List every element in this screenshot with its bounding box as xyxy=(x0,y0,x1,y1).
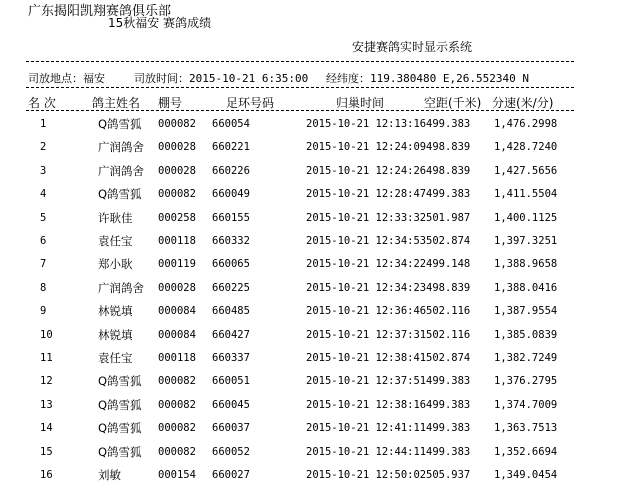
cell-speed: 1,427.5656 xyxy=(494,164,558,177)
cell-distance: 499.383 xyxy=(426,188,471,201)
cell-rank: 13 xyxy=(40,398,53,411)
cell-rank: 11 xyxy=(40,352,53,364)
col-header-speed: 分速(米/分) xyxy=(492,96,554,110)
cell-ring: 660054 xyxy=(212,118,250,130)
coord-value: 119.380480 E,26.552340 N xyxy=(370,72,529,85)
cell-ring: 660051 xyxy=(212,375,250,388)
cell-arrival: 2015-10-21 12:41:11 xyxy=(306,422,427,435)
cell-ring: 660065 xyxy=(212,258,250,271)
cell-ring: 660427 xyxy=(212,328,250,341)
release-time xyxy=(134,70,308,86)
cell-ring: 660027 xyxy=(212,469,250,481)
cell-owner: Q鸽雪狐 xyxy=(98,421,142,436)
cell-loft: 000082 xyxy=(158,375,196,388)
col-header-loft: 棚号 xyxy=(158,96,183,110)
cell-rank: 5 xyxy=(40,211,47,224)
cell-owner: Q鸽雪狐 xyxy=(98,444,142,459)
location-label: 司放地点： xyxy=(28,72,83,85)
cell-loft: 000119 xyxy=(158,258,196,271)
cell-distance: 501.987 xyxy=(426,211,471,224)
cell-distance: 499.383 xyxy=(426,422,471,435)
table-row xyxy=(0,278,640,302)
cell-rank: 16 xyxy=(40,469,53,481)
cell-arrival: 2015-10-21 12:50:02 xyxy=(306,469,427,481)
cell-arrival: 2015-10-21 12:13:16 xyxy=(306,118,427,130)
cell-ring: 660045 xyxy=(212,398,250,411)
cell-owner: 广润鸽舍 xyxy=(98,140,144,155)
cell-arrival: 2015-10-21 12:28:47 xyxy=(306,188,427,201)
release-location xyxy=(28,70,105,86)
cell-ring: 660485 xyxy=(212,305,250,318)
cell-loft: 000084 xyxy=(158,328,196,341)
cell-rank: 12 xyxy=(40,375,53,388)
cell-loft: 000028 xyxy=(158,141,196,154)
cell-speed: 1,397.3251 xyxy=(494,235,558,247)
cell-distance: 498.839 xyxy=(426,164,471,177)
coord-label: 经纬度： xyxy=(326,72,370,85)
cell-owner: 袁任宝 xyxy=(98,351,133,365)
cell-arrival: 2015-10-21 12:36:46 xyxy=(306,305,427,318)
cell-distance: 499.383 xyxy=(426,118,471,130)
cell-rank: 6 xyxy=(40,235,47,247)
cell-speed: 1,388.9658 xyxy=(494,258,558,271)
cell-rank: 2 xyxy=(40,141,47,154)
cell-rank: 8 xyxy=(40,281,47,294)
cell-distance: 502.116 xyxy=(426,305,471,318)
divider-top xyxy=(26,61,574,62)
table-row xyxy=(0,254,640,278)
club-name: 广东揭阳凯翔赛鸽俱乐部 xyxy=(28,4,172,19)
cell-ring: 660052 xyxy=(212,445,250,458)
location-value: 福安 xyxy=(83,72,105,85)
cell-loft: 000028 xyxy=(158,164,196,177)
cell-ring: 660226 xyxy=(212,164,250,177)
cell-owner: Q鸽雪狐 xyxy=(98,397,142,412)
cell-loft: 000082 xyxy=(158,422,196,435)
col-header-rank: 名 次 xyxy=(28,96,56,110)
divider-header xyxy=(26,110,574,111)
cell-distance: 502.874 xyxy=(426,235,471,247)
cell-arrival: 2015-10-21 12:37:31 xyxy=(306,328,427,341)
cell-speed: 1,363.7513 xyxy=(494,422,558,435)
col-header-ring: 足环号码 xyxy=(226,96,275,110)
table-row xyxy=(0,184,640,208)
cell-arrival: 2015-10-21 12:44:11 xyxy=(306,445,427,458)
time-label: 司放时间： xyxy=(134,72,189,85)
cell-speed: 1,411.5504 xyxy=(494,188,558,201)
cell-loft: 000258 xyxy=(158,211,196,224)
cell-arrival: 2015-10-21 12:34:53 xyxy=(306,235,427,247)
cell-rank: 3 xyxy=(40,164,47,177)
divider-info xyxy=(26,87,574,88)
cell-owner: 郑小耿 xyxy=(98,257,133,272)
cell-speed: 1,349.0454 xyxy=(494,469,558,481)
table-row xyxy=(0,348,640,372)
cell-owner: Q鸽雪狐 xyxy=(98,117,142,131)
cell-distance: 502.874 xyxy=(426,352,471,364)
cell-distance: 498.839 xyxy=(426,281,471,294)
cell-loft: 000082 xyxy=(158,118,196,130)
cell-rank: 7 xyxy=(40,258,47,271)
cell-ring: 660332 xyxy=(212,235,250,247)
table-row xyxy=(0,137,640,161)
cell-arrival: 2015-10-21 12:24:09 xyxy=(306,141,427,154)
table-row xyxy=(0,371,640,395)
cell-loft: 000084 xyxy=(158,305,196,318)
table-row xyxy=(0,418,640,442)
table-row xyxy=(0,395,640,419)
cell-ring: 660221 xyxy=(212,141,250,154)
cell-distance: 499.383 xyxy=(426,445,471,458)
cell-loft: 000154 xyxy=(158,469,196,481)
cell-rank: 10 xyxy=(40,328,53,341)
col-header-owner: 鸽主姓名 xyxy=(92,96,141,110)
cell-speed: 1,387.9554 xyxy=(494,305,558,318)
cell-ring: 660225 xyxy=(212,281,250,294)
cell-rank: 9 xyxy=(40,305,47,318)
cell-speed: 1,376.2795 xyxy=(494,375,558,388)
cell-speed: 1,374.7009 xyxy=(494,398,558,411)
cell-owner: 林锐填 xyxy=(98,327,133,342)
table-row xyxy=(0,208,640,232)
cell-speed: 1,352.6694 xyxy=(494,445,558,458)
cell-ring: 660155 xyxy=(212,211,250,224)
cell-arrival: 2015-10-21 12:24:26 xyxy=(306,164,427,177)
cell-distance: 498.839 xyxy=(426,141,471,154)
cell-distance: 502.116 xyxy=(426,328,471,341)
cell-loft: 000118 xyxy=(158,235,196,247)
cell-speed: 1,428.7240 xyxy=(494,141,558,154)
cell-arrival: 2015-10-21 12:34:23 xyxy=(306,281,427,294)
cell-ring: 660049 xyxy=(212,188,250,201)
cell-owner: 广润鸽舍 xyxy=(98,163,144,178)
cell-speed: 1,382.7249 xyxy=(494,352,558,364)
cell-ring: 660037 xyxy=(212,422,250,435)
cell-loft: 000082 xyxy=(158,398,196,411)
table-row xyxy=(0,114,640,138)
race-title: 15秋福安 赛鸽成绩 xyxy=(108,16,212,30)
cell-rank: 15 xyxy=(40,445,53,458)
cell-rank: 14 xyxy=(40,422,53,435)
cell-distance: 499.383 xyxy=(426,375,471,388)
cell-distance: 499.148 xyxy=(426,258,471,271)
cell-speed: 1,400.1125 xyxy=(494,211,558,224)
cell-speed: 1,476.2998 xyxy=(494,118,558,130)
table-row xyxy=(0,325,640,349)
table-row xyxy=(0,161,640,185)
cell-arrival: 2015-10-21 12:38:16 xyxy=(306,398,427,411)
table-row xyxy=(0,465,640,489)
cell-distance: 505.937 xyxy=(426,469,471,481)
time-value: 2015-10-21 6:35:00 xyxy=(189,72,309,85)
cell-owner: Q鸽雪狐 xyxy=(98,374,142,389)
cell-arrival: 2015-10-21 12:33:32 xyxy=(306,211,427,224)
cell-owner: 广润鸽舍 xyxy=(98,280,144,295)
cell-arrival: 2015-10-21 12:37:51 xyxy=(306,375,427,388)
cell-owner: 林锐填 xyxy=(98,304,133,319)
cell-speed: 1,385.0839 xyxy=(494,328,558,341)
cell-loft: 000118 xyxy=(158,352,196,364)
col-header-arrival: 归巢时间 xyxy=(336,96,385,110)
cell-loft: 000082 xyxy=(158,445,196,458)
cell-distance: 499.383 xyxy=(426,398,471,411)
system-name: 安捷赛鸽实时显示系统 xyxy=(352,40,473,54)
cell-ring: 660337 xyxy=(212,352,250,364)
release-coordinates xyxy=(326,70,529,86)
cell-rank: 1 xyxy=(40,118,47,130)
cell-speed: 1,388.0416 xyxy=(494,281,558,294)
table-row xyxy=(0,231,640,255)
cell-arrival: 2015-10-21 12:38:41 xyxy=(306,352,427,364)
cell-loft: 000082 xyxy=(158,188,196,201)
cell-arrival: 2015-10-21 12:34:22 xyxy=(306,258,427,271)
cell-rank: 4 xyxy=(40,188,47,201)
cell-owner: 刘敏 xyxy=(98,468,121,482)
cell-owner: 许耿佳 xyxy=(98,210,133,225)
col-header-distance: 空距(千米) xyxy=(424,96,482,110)
cell-loft: 000028 xyxy=(158,281,196,294)
cell-owner: 袁任宝 xyxy=(98,234,133,248)
table-row xyxy=(0,301,640,325)
cell-owner: Q鸽雪狐 xyxy=(98,187,142,202)
table-row xyxy=(0,442,640,466)
